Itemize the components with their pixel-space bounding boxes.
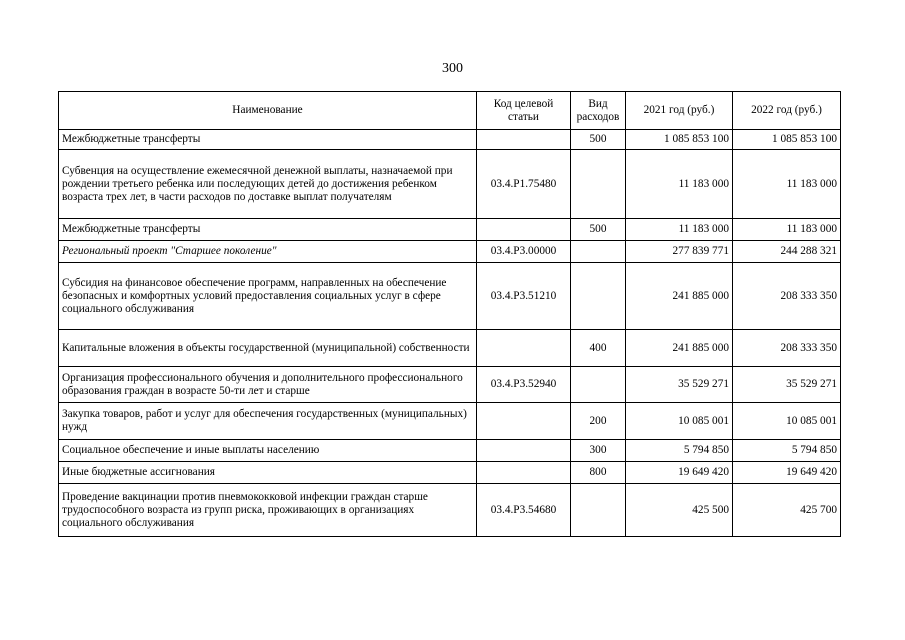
row-type — [571, 241, 626, 263]
row-name: Межбюджетные трансферты — [59, 130, 477, 150]
row-amount-2021: 19 649 420 — [626, 462, 733, 484]
row-type: 200 — [571, 403, 626, 440]
table-row — [59, 462, 841, 484]
row-code: 03.4.Р3.54680 — [477, 484, 571, 537]
header-code: Код целевой статьи — [477, 92, 571, 130]
row-type — [571, 484, 626, 537]
row-amount-2021: 241 885 000 — [626, 330, 733, 367]
table-row — [59, 150, 841, 219]
row-name: Региональный проект "Старшее поколение" — [59, 241, 477, 263]
row-amount-2021: 11 183 000 — [626, 150, 733, 219]
row-amount-2022: 11 183 000 — [733, 219, 841, 241]
row-type: 500 — [571, 130, 626, 150]
row-type — [571, 263, 626, 330]
table-row — [59, 403, 841, 440]
table-row — [59, 241, 841, 263]
header-name: Наименование — [59, 92, 477, 130]
header-type: Вид расходов — [571, 92, 626, 130]
row-name: Социальное обеспечение и иные выплаты населению — [59, 440, 477, 462]
table-header-row — [59, 92, 841, 130]
budget-table — [58, 91, 841, 537]
row-amount-2021: 35 529 271 — [626, 367, 733, 403]
row-name: Организация профессионального обучения и дополнительного профессионального образования граждан в возрасте 50-ти лет и старше — [59, 367, 477, 403]
row-amount-2022: 5 794 850 — [733, 440, 841, 462]
row-code — [477, 440, 571, 462]
row-name: Субвенция на осуществление ежемесячной денежной выплаты, назначаемой при рождении третьего ребенка или последующих детей до достижения ребенком возраста трех лет, в части расходов по доставке выплат получателям — [59, 150, 477, 219]
row-code: 03.4.Р3.00000 — [477, 241, 571, 263]
row-amount-2022: 208 333 350 — [733, 330, 841, 367]
row-name: Закупка товаров, работ и услуг для обеспечения государственных (муниципальных) нужд — [59, 403, 477, 440]
row-type — [571, 367, 626, 403]
table-row — [59, 330, 841, 367]
row-name: Проведение вакцинации против пневмококковой инфекции граждан старше трудоспособного возраста из групп риска, проживающих в организациях социального обслуживания — [59, 484, 477, 537]
header-year-2021: 2021 год (руб.) — [626, 92, 733, 130]
row-code — [477, 219, 571, 241]
page-number: 300 — [442, 61, 463, 76]
table-row — [59, 440, 841, 462]
row-amount-2021: 5 794 850 — [626, 440, 733, 462]
row-type: 300 — [571, 440, 626, 462]
row-code: 03.4.Р1.75480 — [477, 150, 571, 219]
row-code — [477, 330, 571, 367]
table-row — [59, 484, 841, 537]
row-amount-2022: 35 529 271 — [733, 367, 841, 403]
row-amount-2021: 11 183 000 — [626, 219, 733, 241]
row-amount-2022: 11 183 000 — [733, 150, 841, 219]
row-name: Иные бюджетные ассигнования — [59, 462, 477, 484]
table-row — [59, 263, 841, 330]
row-amount-2021: 10 085 001 — [626, 403, 733, 440]
row-type: 500 — [571, 219, 626, 241]
header-year-2022: 2022 год (руб.) — [733, 92, 841, 130]
table-row — [59, 367, 841, 403]
table-row — [59, 130, 841, 150]
row-amount-2021: 277 839 771 — [626, 241, 733, 263]
row-amount-2022: 208 333 350 — [733, 263, 841, 330]
row-amount-2021: 1 085 853 100 — [626, 130, 733, 150]
row-name: Межбюджетные трансферты — [59, 219, 477, 241]
row-amount-2022: 10 085 001 — [733, 403, 841, 440]
row-amount-2022: 19 649 420 — [733, 462, 841, 484]
row-code — [477, 462, 571, 484]
row-amount-2022: 244 288 321 — [733, 241, 841, 263]
table-row — [59, 219, 841, 241]
row-amount-2021: 241 885 000 — [626, 263, 733, 330]
row-amount-2021: 425 500 — [626, 484, 733, 537]
row-code: 03.4.Р3.51210 — [477, 263, 571, 330]
row-name: Капитальные вложения в объекты государственной (муниципальной) собственности — [59, 330, 477, 367]
row-type: 400 — [571, 330, 626, 367]
row-type: 800 — [571, 462, 626, 484]
row-code — [477, 403, 571, 440]
row-amount-2022: 1 085 853 100 — [733, 130, 841, 150]
row-name: Субсидия на финансовое обеспечение программ, направленных на обеспечение безопасных и комфортных условий предоставления социальных услуг в сфере социального обслуживания — [59, 263, 477, 330]
row-amount-2022: 425 700 — [733, 484, 841, 537]
row-code — [477, 130, 571, 150]
row-type — [571, 150, 626, 219]
row-code: 03.4.Р3.52940 — [477, 367, 571, 403]
